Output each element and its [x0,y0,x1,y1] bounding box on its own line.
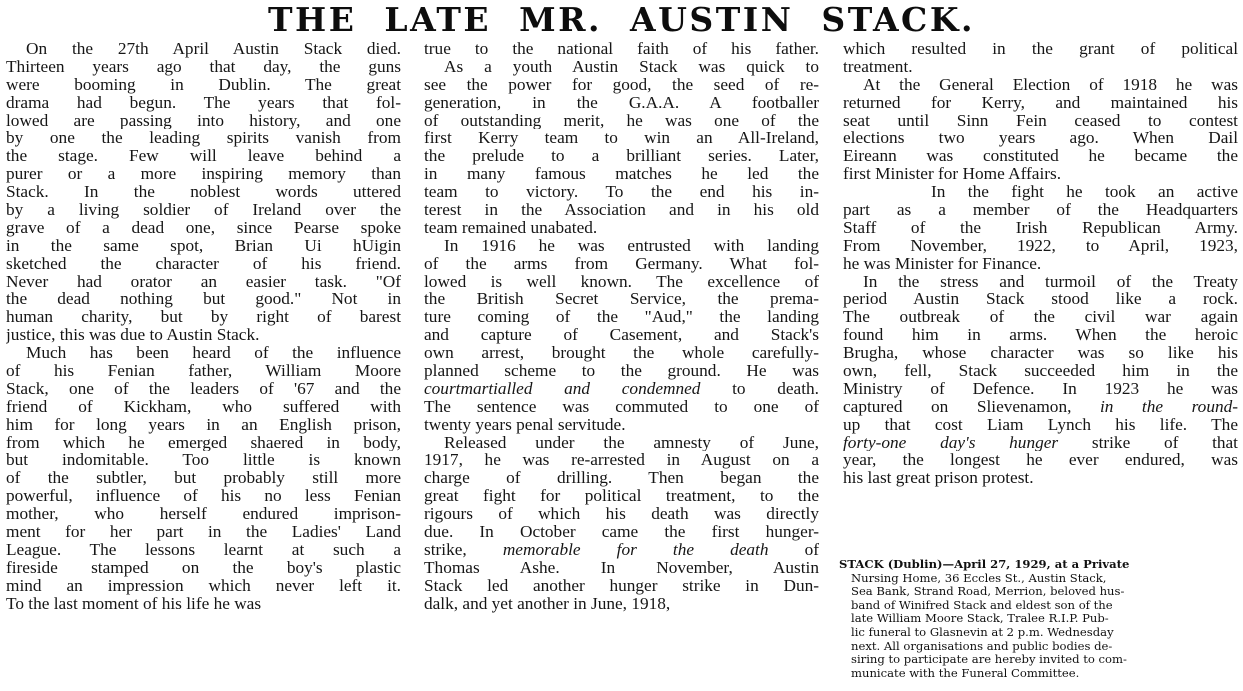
article-line: Brugha, whose character was so like his [843,344,1238,363]
article-line: of the subtler, but probably still more [6,469,401,488]
article-line: dalk, and yet another in June, 1918, [424,594,671,613]
death-notice-lead: STACK (Dublin)—April 27, 1929, at a Private [839,558,1130,571]
article-line: In the stress and turmoil of the Treaty [863,272,1238,291]
article-line: terest in the Association and in his old [424,201,819,219]
article-line: true to the national faith of his father. [424,40,819,58]
article-line: he was Minister for Finance. [843,254,1042,273]
article-line: Much has been heard of the influence [26,344,401,363]
article-line: charge of drilling. Then began the [424,469,819,488]
article-line: Staff of the Irish Republican Army. [843,218,1238,237]
article-line: own, fell, Stack succeeded him in the [843,362,1238,380]
death-notice-line: late William Moore Stack, Tralee R.I.P. Pub- [851,612,1109,626]
article-line: by a living soldier of Ireland over the [6,201,401,219]
article-line: sketched the character of his friend. [6,254,401,273]
article-line: In 1916 he was entrusted with landing [444,236,819,255]
article-line: captured on Slievenamon, in the round- [843,397,1238,416]
article-line: found him in arms. When the heroic [843,326,1238,345]
article-line: own arrest, brought the whole carefully- [424,344,819,363]
article-line: the stage. Few will leave behind a [6,147,401,166]
article-line: twenty years penal servitude. [424,415,626,434]
article-line: which resulted in the grant of political [843,40,1238,58]
article-line: From November, 1922, to April, 1923, [843,236,1238,255]
article-line: but indomitable. Too little is known [6,451,401,470]
article-line: his last great prison protest. [843,469,1034,488]
article-line: year, the longest he ever endured, was [843,451,1238,470]
death-notice [839,558,1239,680]
article-headline: THE LATE MR. AUSTIN STACK. [268,0,975,39]
death-notice-line: Nursing Home, 36 Eccles St., Austin Stack, [851,571,1107,585]
article-line: purer or a more inspiring memory than [6,165,401,184]
article-line: forty-one day's hunger strike of that [843,433,1238,452]
article-line: team to victory. To the end his in- [424,183,819,202]
article-line: Never had orator an easier task. "Of [6,272,401,291]
article-line: elections two years ago. When Dail [843,129,1238,148]
article-line: To the last moment of his life he was [6,594,262,613]
article-line: lowed are passing into history, and one [6,111,401,130]
article-line: part as a member of the Headquarters [843,201,1238,219]
article-line: mother, who herself endured imprison- [6,505,401,524]
article-line: generation, in the G.A.A. A footballer [424,93,819,112]
article-line: As a youth Austin Stack was quick to [444,57,819,76]
article-line: by one the leading spirits vanish from [6,129,401,148]
article-line: of his Fenian father, William Moore [6,362,401,380]
article-line: justice, this was due to Austin Stack. [6,326,260,345]
article-line: the dead nothing but good." Not in [6,290,401,309]
article-line: the British Secret Service, the prema- [424,290,819,309]
article-line: The sentence was commuted to one of [424,397,819,416]
death-notice-line: municate with the Funeral Committee. [851,666,1080,680]
article-line: seat until Sinn Fein ceased to contest [843,111,1238,130]
article-line: powerful, influence of his no less Fenian [6,487,401,506]
article-line: Thirteen years ago that day, the guns [6,57,401,76]
article-line: team remained unabated. [424,218,598,237]
article-line: great fight for political treatment, to the [424,487,819,506]
article-line: up that cost Liam Lynch his life. The [843,415,1238,434]
article-line: treatment. [843,57,913,76]
article-line: ture coming of the "Aud," the landing [424,308,819,327]
article-line: him for long years in an English prison, [6,415,401,434]
death-notice-line: siring to participate are hereby invited to com- [851,653,1127,667]
article-line: In the fight he took an active [931,183,1238,202]
article-line: At the General Election of 1918 he was [863,75,1238,94]
article-line: grave of a dead one, since Pearse spoke [6,218,401,237]
article-line: from which he emerged shaered in body, [6,433,401,452]
article-line: the prelude to a brilliant series. Later, [424,147,819,166]
article-line: Thomas Ashe. In November, Austin [424,558,819,577]
article-line: planned scheme to the ground. He was [424,362,819,380]
article-line: of the arms from Germany. What fol- [424,254,819,273]
article-line: first Minister for Home Affairs. [843,165,1062,184]
article-line: On the 27th April Austin Stack died. [26,40,401,58]
article-line: Stack led another hunger strike in Dun- [424,576,819,595]
article-line: see the power for good, the seed of re- [424,75,819,94]
article-line: The outbreak of the civil war again [843,308,1238,327]
article-line: in many famous matches he led the [424,165,819,184]
article-line: period Austin Stack stood like a rock. [843,290,1238,309]
death-notice-line: band of Winifred Stack and eldest son of the [851,598,1113,612]
article-line: human charity, but by right of barest [6,308,401,327]
article-line: strike, memorable for the death of [424,540,819,559]
article-line: fireside stamped on the boy's plastic [6,558,401,577]
article-line: drama had begun. The years that fol- [6,93,401,112]
article-line: Ministry of Defence. In 1923 he was [843,379,1238,398]
article-line: of outstanding merit, he was one of the [424,111,819,130]
article-column-2 [424,40,819,613]
article-line: Stack. In the noblest words uttered [6,183,401,202]
article-line: due. In October came the first hunger- [424,523,819,541]
article-line: League. The lessons learnt at such a [6,540,401,559]
article-line: rigours of which his death was directly [424,505,819,524]
article-line: were booming in Dublin. The great [6,75,401,94]
article-line: first Kerry team to win an All-Ireland, [424,129,819,148]
article-line: 1917, he was re-arrested in August on a [424,451,819,470]
article-line: and capture of Casement, and Stack's [424,326,819,345]
article-column-3 [843,40,1238,487]
article-line: mind an impression which never left it. [6,576,401,595]
article-line: Stack, one of the leaders of '67 and the [6,379,401,398]
death-notice-line: Sea Bank, Strand Road, Merrion, beloved hus- [851,585,1125,599]
death-notice-line: lic funeral to Glasnevin at 2 p.m. Wednesday [851,625,1114,639]
article-line: lowed is well known. The excellence of [424,272,819,291]
article-line: friend of Kickham, who suffered with [6,397,401,416]
article-line: courtmartialled and condemned to death. [424,379,819,398]
article-column-1 [6,40,401,613]
article-line: returned for Kerry, and maintained his [843,93,1238,112]
death-notice-line: next. All organisations and public bodies de- [851,639,1113,653]
article-line: in the same spot, Brian Ui hUigin [6,236,401,255]
article-line: Eireann was constituted he became the [843,147,1238,166]
article-line: ment for her part in the Ladies' Land [6,523,401,541]
article-line: Released under the amnesty of June, [444,433,819,452]
